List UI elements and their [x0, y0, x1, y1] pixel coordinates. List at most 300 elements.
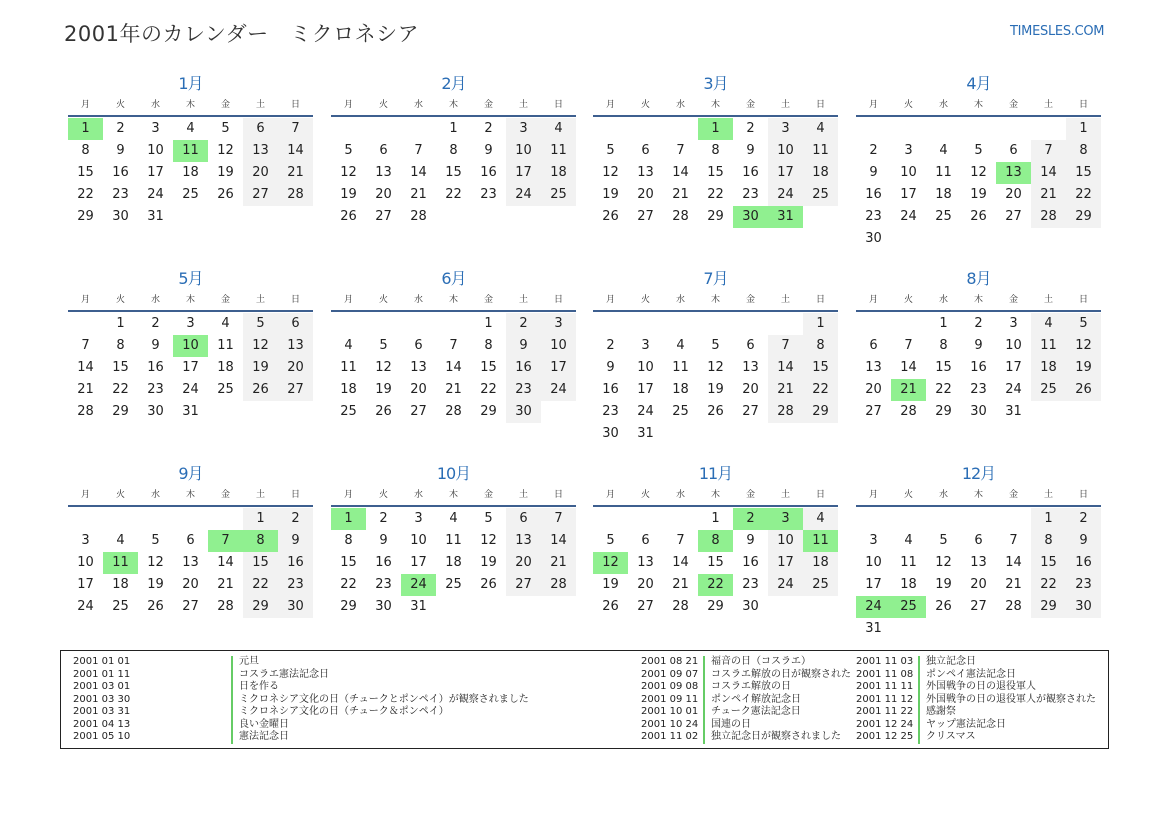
day-cell: 15: [935, 360, 952, 375]
day-cell: 19: [147, 577, 164, 592]
day-cell: 2: [869, 143, 878, 158]
legend-row: [856, 719, 1096, 732]
day-cell: 7: [414, 143, 423, 158]
day-cell: 26: [602, 599, 619, 614]
day-cell: 21: [410, 187, 427, 202]
weekday-label: 水: [413, 100, 423, 110]
day-cell: 3: [904, 143, 913, 158]
day-cell: 9: [379, 533, 388, 548]
holiday-date: 2001 01 11: [73, 668, 131, 680]
day-cell: 23: [742, 187, 759, 202]
day-cell: 1: [939, 316, 948, 331]
day-cell: 24: [900, 209, 917, 224]
holiday-name: 外国戦争の日の退役軍人が観察された: [918, 694, 1096, 707]
empty-cell: [366, 313, 401, 335]
day-cell: 19: [935, 577, 952, 592]
holiday-day-cell: 7: [208, 530, 243, 552]
holiday-day-cell: 22: [698, 574, 733, 596]
day-cell: 29: [1066, 206, 1101, 228]
holiday-day-cell: 31: [768, 206, 803, 228]
day-cell: 27: [375, 209, 392, 224]
holiday-date: 2001 11 12: [856, 693, 914, 705]
day-cell: 10: [410, 533, 427, 548]
day-cell: 13: [742, 360, 759, 375]
day-cell: 8: [711, 143, 720, 158]
day-cell: 5: [484, 511, 493, 526]
weekday-label: 土: [1043, 295, 1053, 305]
weekday-label: 水: [150, 295, 160, 305]
day-cell: 11: [445, 533, 462, 548]
weekday-header: [593, 290, 838, 312]
day-cell: 25: [803, 574, 838, 596]
day-cell: 15: [803, 357, 838, 379]
day-cell: 23: [278, 574, 313, 596]
weekday-label: 土: [780, 490, 790, 500]
day-cell: 4: [676, 338, 685, 353]
day-cell: 24: [541, 379, 576, 401]
weekday-label: 月: [343, 295, 353, 305]
day-cell: 13: [410, 360, 427, 375]
legend-row: [641, 706, 851, 719]
day-cell: 22: [445, 187, 462, 202]
day-cell: 3: [541, 313, 576, 335]
day-cell: 12: [935, 555, 952, 570]
holiday-date: 2001 10 01: [641, 706, 699, 717]
holiday-name: ポンペイ解放記念日: [703, 694, 801, 707]
day-cell: 11: [900, 555, 917, 570]
holiday-day-cell: 12: [593, 552, 628, 574]
day-cell: 12: [375, 360, 392, 375]
holiday-day-cell: 13: [996, 162, 1031, 184]
day-cell: 13: [375, 165, 392, 180]
empty-cell: [628, 508, 663, 530]
day-cell: 24: [182, 382, 199, 397]
day-cell: 20: [865, 382, 882, 397]
day-cell: 12: [147, 555, 164, 570]
day-cell: 9: [278, 530, 313, 552]
legend-row: [641, 719, 851, 732]
day-cell: 31: [147, 209, 164, 224]
day-cell: 14: [445, 360, 462, 375]
day-cell: 5: [606, 143, 615, 158]
day-cell: 5: [151, 533, 160, 548]
holiday-name: 国連の日: [703, 719, 751, 732]
day-cell: 20: [637, 577, 654, 592]
day-cell: 28: [900, 404, 917, 419]
month-name: 6月: [441, 269, 466, 288]
empty-cell: [663, 313, 698, 335]
legend-row: [856, 706, 1096, 719]
day-cell: 26: [243, 379, 278, 401]
holiday-name: ポンペイ憲法記念日: [918, 669, 1016, 682]
weekday-label: 火: [378, 100, 388, 110]
day-cell: 29: [77, 209, 94, 224]
weekday-label: 金: [483, 490, 493, 500]
day-cell: 4: [344, 338, 353, 353]
day-cell: 17: [865, 577, 882, 592]
empty-cell: [401, 313, 436, 335]
weekday-label: 金: [483, 295, 493, 305]
day-cell: 5: [221, 121, 230, 136]
holiday-date: 2001 11 02: [641, 731, 699, 742]
day-cell: 30: [602, 426, 619, 441]
day-cell: 13: [182, 555, 199, 570]
day-cell: 17: [182, 360, 199, 375]
weekday-label: 月: [343, 490, 353, 500]
day-cell: 23: [375, 577, 392, 592]
empty-cell: [856, 508, 891, 530]
month-8: [856, 268, 1101, 423]
weekday-label: 日: [815, 295, 825, 305]
weekday-label: 月: [868, 490, 878, 500]
day-cell: 30: [865, 231, 882, 246]
day-grid: [856, 118, 1101, 250]
day-cell: 8: [1066, 140, 1101, 162]
day-cell: 15: [480, 360, 497, 375]
empty-cell: [961, 508, 996, 530]
weekday-label: 土: [255, 295, 265, 305]
weekday-label: 土: [518, 490, 528, 500]
day-cell: 20: [182, 577, 199, 592]
day-cell: 15: [1031, 552, 1066, 574]
empty-cell: [103, 508, 138, 530]
weekday-header: [856, 95, 1101, 117]
holiday-day-cell: 11: [103, 552, 138, 574]
empty-cell: [68, 313, 103, 335]
month-name: 7月: [703, 269, 728, 288]
day-cell: 18: [445, 555, 462, 570]
weekday-header: [68, 485, 313, 507]
day-cell: 8: [81, 143, 90, 158]
empty-cell: [768, 313, 803, 335]
day-cell: 28: [541, 574, 576, 596]
day-cell: 14: [217, 555, 234, 570]
day-cell: 26: [602, 209, 619, 224]
weekday-header: [593, 485, 838, 507]
weekday-label: 日: [1078, 100, 1088, 110]
day-cell: 20: [375, 187, 392, 202]
day-cell: 2: [379, 511, 388, 526]
day-cell: 10: [541, 335, 576, 357]
day-cell: 24: [768, 574, 803, 596]
day-cell: 4: [541, 118, 576, 140]
day-cell: 24: [77, 599, 94, 614]
day-cell: 2: [506, 313, 541, 335]
weekday-label: 火: [903, 490, 913, 500]
day-cell: 16: [506, 357, 541, 379]
day-cell: 10: [77, 555, 94, 570]
day-grid: [331, 313, 576, 423]
weekday-label: 水: [675, 490, 685, 500]
day-cell: 8: [449, 143, 458, 158]
day-grid: [331, 118, 576, 228]
weekday-label: 土: [1043, 100, 1053, 110]
day-cell: 22: [1066, 184, 1101, 206]
holiday-date: 2001 03 31: [73, 706, 131, 717]
legend-row: [641, 656, 851, 669]
weekday-header: [68, 290, 313, 312]
month-2: [331, 73, 576, 228]
weekday-label: 木: [973, 295, 983, 305]
day-cell: 19: [243, 357, 278, 379]
day-cell: 1: [1031, 508, 1066, 530]
month-name: 12月: [961, 464, 996, 483]
day-cell: 17: [541, 357, 576, 379]
legend-row: [73, 669, 529, 682]
holiday-date: 2001 11 22: [856, 706, 914, 717]
day-cell: 14: [1005, 555, 1022, 570]
weekday-header: [331, 95, 576, 117]
day-cell: 16: [375, 555, 392, 570]
empty-cell: [856, 313, 891, 335]
weekday-label: 火: [115, 100, 125, 110]
day-cell: 25: [672, 404, 689, 419]
weekday-label: 火: [378, 490, 388, 500]
day-cell: 29: [707, 599, 724, 614]
day-cell: 7: [541, 508, 576, 530]
day-cell: 17: [900, 187, 917, 202]
day-cell: 29: [340, 599, 357, 614]
empty-cell: [996, 118, 1031, 140]
weekday-label: 木: [710, 100, 720, 110]
holiday-date: 2001 03 30: [73, 693, 131, 705]
day-cell: 22: [243, 574, 278, 596]
weekday-label: 火: [115, 295, 125, 305]
empty-cell: [891, 118, 926, 140]
day-cell: 4: [186, 121, 195, 136]
day-cell: 4: [904, 533, 913, 548]
empty-cell: [68, 508, 103, 530]
day-cell: 5: [974, 143, 983, 158]
legend-row: [856, 731, 1096, 744]
page-title: 2001年のカレンダー ミクロネシア: [64, 22, 420, 46]
weekday-label: 金: [745, 100, 755, 110]
day-cell: 2: [484, 121, 493, 136]
weekday-label: 日: [553, 100, 563, 110]
day-cell: 22: [77, 187, 94, 202]
day-cell: 26: [970, 209, 987, 224]
day-cell: 22: [707, 187, 724, 202]
month-4: [856, 73, 1101, 250]
month-name: 11月: [698, 464, 733, 483]
day-cell: 3: [81, 533, 90, 548]
weekday-label: 木: [448, 490, 458, 500]
weekday-label: 日: [290, 100, 300, 110]
weekday-label: 日: [553, 490, 563, 500]
day-cell: 10: [768, 530, 803, 552]
day-cell: 25: [803, 184, 838, 206]
weekday-label: 木: [973, 490, 983, 500]
weekday-label: 日: [553, 295, 563, 305]
day-cell: 31: [865, 621, 882, 636]
day-cell: 14: [768, 357, 803, 379]
day-cell: 14: [278, 140, 313, 162]
holiday-day-cell: 30: [733, 206, 768, 228]
day-cell: 27: [637, 209, 654, 224]
day-cell: 27: [506, 574, 541, 596]
day-cell: 10: [900, 165, 917, 180]
weekday-label: 金: [745, 295, 755, 305]
holiday-day-cell: 8: [698, 530, 733, 552]
empty-cell: [891, 508, 926, 530]
day-cell: 29: [480, 404, 497, 419]
holiday-name: 良い金曜日: [231, 719, 289, 732]
day-cell: 23: [480, 187, 497, 202]
day-cell: 6: [414, 338, 423, 353]
site-link[interactable]: TIMESLES.COM: [1010, 24, 1105, 39]
weekday-label: 土: [255, 490, 265, 500]
holiday-name: コスラエ憲法記念日: [231, 669, 329, 682]
day-cell: 9: [746, 533, 755, 548]
day-grid: [856, 508, 1101, 640]
day-cell: 3: [1009, 316, 1018, 331]
empty-cell: [891, 313, 926, 335]
day-cell: 24: [768, 184, 803, 206]
weekday-label: 月: [343, 100, 353, 110]
weekday-label: 金: [220, 100, 230, 110]
holiday-name: チューク憲法記念日: [703, 706, 801, 719]
weekday-header: [856, 485, 1101, 507]
day-cell: 21: [445, 382, 462, 397]
weekday-header: [856, 290, 1101, 312]
day-cell: 25: [340, 404, 357, 419]
day-cell: 22: [340, 577, 357, 592]
holiday-name: 外国戦争の日の退役軍人: [918, 681, 1036, 694]
day-cell: 12: [602, 165, 619, 180]
legend-row: [856, 681, 1096, 694]
empty-cell: [208, 508, 243, 530]
day-cell: 15: [1066, 162, 1101, 184]
day-cell: 17: [147, 165, 164, 180]
weekday-label: 月: [605, 490, 615, 500]
empty-cell: [961, 118, 996, 140]
day-cell: 11: [340, 360, 357, 375]
day-cell: 24: [506, 184, 541, 206]
day-cell: 2: [746, 121, 755, 136]
weekday-label: 木: [185, 100, 195, 110]
day-cell: 25: [112, 599, 129, 614]
weekday-header: [593, 95, 838, 117]
holiday-day-cell: 21: [891, 379, 926, 401]
day-cell: 31: [637, 426, 654, 441]
weekday-header: [331, 485, 576, 507]
day-cell: 12: [707, 360, 724, 375]
day-cell: 28: [1005, 599, 1022, 614]
day-cell: 5: [379, 338, 388, 353]
day-cell: 6: [974, 533, 983, 548]
day-cell: 3: [186, 316, 195, 331]
empty-cell: [628, 313, 663, 335]
legend-row: [856, 656, 1096, 669]
day-cell: 21: [1031, 184, 1066, 206]
day-cell: 7: [1009, 533, 1018, 548]
day-cell: 18: [803, 552, 838, 574]
day-cell: 12: [340, 165, 357, 180]
weekday-label: 水: [938, 490, 948, 500]
day-cell: 23: [742, 577, 759, 592]
month-name: 10月: [436, 464, 471, 483]
weekday-label: 月: [868, 295, 878, 305]
day-cell: 21: [768, 379, 803, 401]
weekday-label: 木: [448, 100, 458, 110]
day-cell: 6: [243, 118, 278, 140]
month-name: 8月: [966, 269, 991, 288]
day-cell: 10: [637, 360, 654, 375]
holiday-day-cell: 3: [768, 508, 803, 530]
day-cell: 28: [278, 184, 313, 206]
day-cell: 15: [243, 552, 278, 574]
weekday-label: 木: [710, 490, 720, 500]
weekday-label: 日: [815, 100, 825, 110]
legend-row: [641, 731, 851, 744]
holiday-name: 独立記念日: [918, 656, 976, 669]
day-cell: 1: [243, 508, 278, 530]
day-cell: 25: [1031, 379, 1066, 401]
empty-cell: [733, 313, 768, 335]
day-cell: 27: [970, 599, 987, 614]
month-name: 3月: [703, 74, 728, 93]
day-cell: 20: [742, 382, 759, 397]
empty-cell: [331, 118, 366, 140]
day-cell: 5: [1066, 313, 1101, 335]
empty-cell: [698, 313, 733, 335]
empty-cell: [173, 508, 208, 530]
day-cell: 6: [506, 508, 541, 530]
weekday-label: 金: [1008, 295, 1018, 305]
day-cell: 27: [182, 599, 199, 614]
day-cell: 28: [217, 599, 234, 614]
day-cell: 18: [672, 382, 689, 397]
day-cell: 16: [147, 360, 164, 375]
weekday-label: 日: [1078, 295, 1088, 305]
day-cell: 3: [641, 338, 650, 353]
day-cell: 2: [1066, 508, 1101, 530]
day-cell: 9: [151, 338, 160, 353]
day-cell: 14: [672, 555, 689, 570]
day-cell: 19: [970, 187, 987, 202]
day-cell: 2: [606, 338, 615, 353]
empty-cell: [628, 118, 663, 140]
month-1: [68, 73, 313, 228]
day-cell: 12: [243, 335, 278, 357]
day-grid: [68, 118, 313, 228]
month-10: [331, 463, 576, 618]
holiday-date: 2001 08 21: [641, 656, 699, 667]
weekday-label: 火: [115, 490, 125, 500]
day-cell: 14: [541, 530, 576, 552]
empty-cell: [366, 118, 401, 140]
month-7: [593, 268, 838, 445]
day-cell: 15: [112, 360, 129, 375]
day-cell: 30: [112, 209, 129, 224]
day-cell: 15: [707, 555, 724, 570]
day-cell: 6: [641, 143, 650, 158]
holiday-day-cell: 11: [173, 140, 208, 162]
day-cell: 31: [410, 599, 427, 614]
day-cell: 19: [602, 187, 619, 202]
holiday-name: 感謝祭: [918, 706, 956, 719]
empty-cell: [926, 118, 961, 140]
day-cell: 30: [375, 599, 392, 614]
day-cell: 21: [672, 577, 689, 592]
month-9: [68, 463, 313, 618]
holiday-name: 独立記念日が観察されました: [703, 731, 841, 744]
day-cell: 27: [865, 404, 882, 419]
day-cell: 20: [506, 552, 541, 574]
day-cell: 15: [340, 555, 357, 570]
empty-cell: [401, 118, 436, 140]
day-cell: 18: [541, 162, 576, 184]
